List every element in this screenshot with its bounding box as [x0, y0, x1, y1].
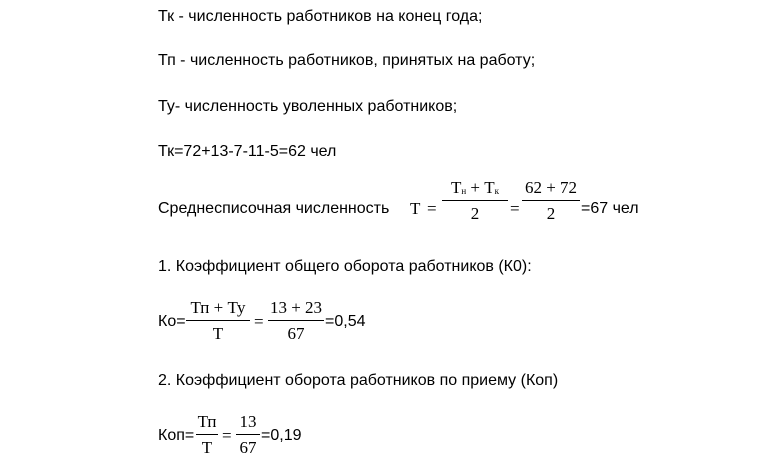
kop-label: Коп=: [158, 427, 195, 444]
avg-label: Среднесписочная численность: [158, 200, 390, 217]
tk-calculation: Тк=72+13-7-11-5=62 чел: [158, 143, 337, 160]
fraction-bar: [196, 434, 218, 435]
k0-fraction-1: [186, 298, 250, 344]
k0-fraction-1-numerator: Тп + Ту: [190, 298, 246, 317]
k0-fraction-1-denominator: Т: [212, 324, 224, 343]
k0-result: =0,54: [325, 313, 366, 330]
fraction-bar: [522, 200, 580, 201]
avg-fraction-2: [522, 178, 580, 224]
kop-heading: 2. Коэффициент оборота работников по приему (Коп): [158, 372, 559, 389]
avg-eq-1: =: [427, 199, 437, 218]
avg-result: =67 чел: [581, 200, 639, 217]
kop-fraction-2-denominator: 67: [239, 438, 257, 457]
avg-fraction-1: [442, 178, 508, 224]
avg-eq-2: =: [510, 199, 520, 218]
avg-fraction-1-numerator: Tн + Tк: [450, 178, 500, 197]
k0-fraction-2: [268, 298, 324, 344]
k0-fraction-2-denominator: 67: [287, 324, 305, 343]
tp-definition: Тп - численность работников, принятых на работу;: [158, 52, 536, 69]
kop-fraction-2: [236, 412, 260, 458]
fraction-bar: [442, 200, 508, 201]
k0-heading: 1. Коэффициент общего оборота работников (К0):: [158, 258, 532, 275]
k0-fraction-2-numerator: 13 + 23: [269, 298, 323, 317]
fraction-bar: [268, 320, 324, 321]
avg-lhs: T: [410, 199, 421, 218]
tk-definition: Тк - численность работников на конец года;: [158, 8, 483, 25]
avg-fraction-1-denominator: 2: [470, 204, 480, 223]
avg-fraction-2-denominator: 2: [546, 204, 556, 223]
kop-eq: =: [222, 426, 232, 445]
kop-fraction-1-denominator: Т: [201, 438, 213, 457]
fraction-bar: [186, 320, 250, 321]
tu-definition: Ту- численность уволенных работников;: [158, 98, 458, 115]
kop-fraction-2-numerator: 13: [239, 412, 257, 431]
kop-fraction-1: [196, 412, 218, 458]
k0-eq: =: [254, 312, 264, 331]
avg-fraction-2-numerator: 62 + 72: [524, 178, 578, 197]
kop-result: =0,19: [261, 427, 302, 444]
fraction-bar: [236, 434, 260, 435]
k0-label: Ко=: [158, 313, 186, 330]
kop-fraction-1-numerator: Тп: [197, 412, 217, 431]
